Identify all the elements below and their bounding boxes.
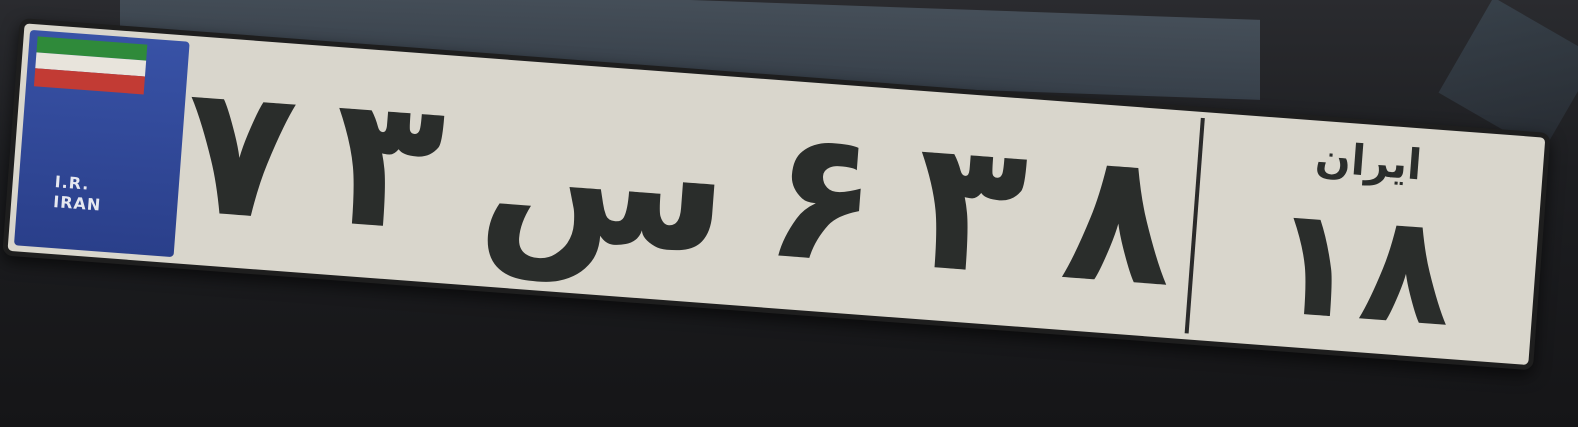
country-code-line1: I.R. — [54, 172, 91, 194]
region-code: ۱۸ — [1262, 173, 1459, 361]
country-code — [53, 172, 104, 215]
iran-flag-icon — [34, 36, 147, 94]
region-label: ایران — [1313, 132, 1424, 190]
plate-char-3: ۶ — [759, 88, 885, 306]
plate-letter: س — [473, 67, 737, 295]
plate-char-5: ۸ — [1056, 111, 1182, 328]
plate-wrapper — [0, 18, 1566, 427]
plate-char-2: ۳ — [325, 56, 451, 273]
country-code-line2: IRAN — [52, 192, 102, 215]
plate-char-1: ۷ — [177, 45, 303, 262]
region-section — [1193, 118, 1533, 361]
plate-char-4: ۳ — [907, 99, 1034, 317]
